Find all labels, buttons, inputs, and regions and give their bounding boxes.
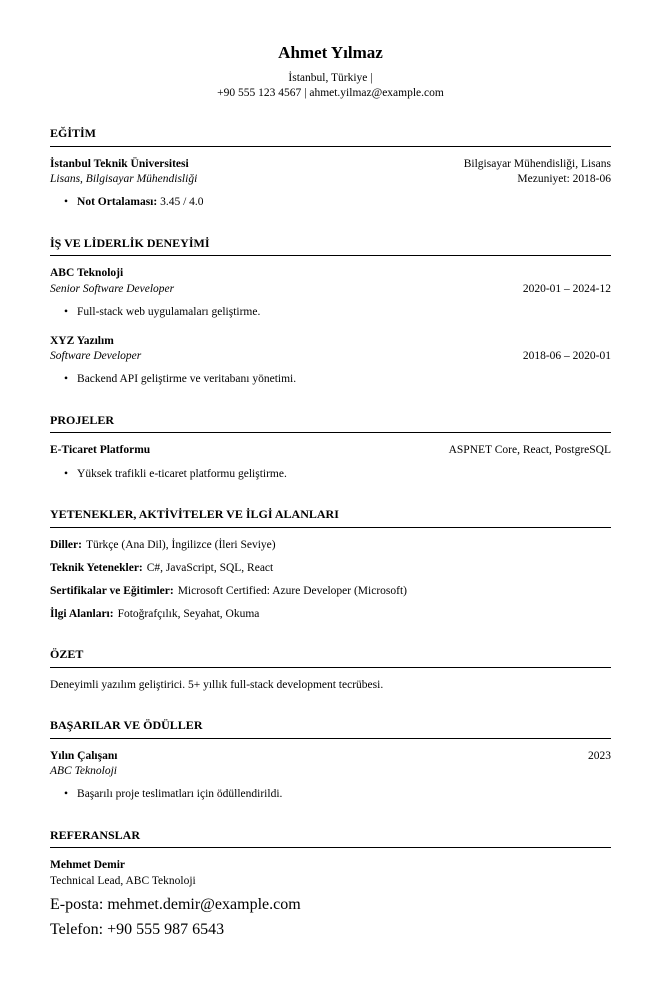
skills-value: Fotoğrafçılık, Seyahat, Okuma [117, 608, 260, 621]
summary-text: Deneyimli yazılım geliştirici. 5+ yıllık full-stack development tecrübesi. [50, 679, 384, 692]
skills-value: Türkçe (Ana Dil), İngilizce (İleri Seviye) [85, 538, 276, 551]
projects-section-title: PROJELER [50, 413, 611, 434]
location-line: İstanbul, Türkiye | [288, 72, 373, 85]
school-name: İstanbul Teknik Üniversitesi [50, 158, 189, 171]
award-bullet [64, 787, 611, 802]
section-awards [50, 718, 611, 802]
skills-section-title: YETENEKLER, AKTİVİTELER VE İLGİ ALANLARI [50, 507, 611, 528]
candidate-name: Ahmet Yılmaz [278, 43, 383, 62]
skills-value: C#, JavaScript, SQL, React [146, 561, 274, 574]
gpa-label: Not Ortalaması: [77, 196, 158, 209]
project-entry [50, 443, 611, 481]
section-experience [50, 236, 611, 388]
company-name: ABC Teknoloji [50, 267, 124, 280]
skills-label: İlgi Alanları: [50, 608, 114, 621]
reference-phone: Telefon: +90 555 987 6543 [50, 920, 225, 938]
job-dates: 2020-01 – 2024-12 [522, 282, 611, 295]
award-bullet-text: • Başarılı proje teslimatları için ödüllendirildi. [77, 788, 283, 801]
reference-entry [50, 858, 611, 942]
awards-section-title: BAŞARILAR VE ÖDÜLLER [50, 718, 611, 739]
job-title: Software Developer [50, 350, 142, 363]
project-bullet-text: • Yüksek trafikli e-ticaret platformu geliştirme. [77, 467, 287, 480]
reference-role: Technical Lead, ABC Teknoloji [50, 874, 196, 887]
job-entry [50, 266, 611, 320]
project-name: E-Ticaret Platformu [50, 444, 151, 457]
education-entry [50, 157, 611, 211]
section-education [50, 126, 611, 210]
skills-row-interests [50, 607, 611, 622]
contact-line: +90 555 123 4567 | ahmet.yilmaz@example.com [217, 87, 444, 100]
skills-label: Diller: [50, 538, 82, 551]
job-bullet [64, 372, 611, 387]
experience-section-title: İŞ VE LİDERLİK DENEYİMİ [50, 236, 611, 257]
award-org: ABC Teknoloji [50, 765, 117, 778]
skills-label: Sertifikalar ve Eğitimler: [50, 584, 174, 597]
project-bullet [64, 467, 611, 482]
project-tech: ASPNET Core, React, PostgreSQL [448, 444, 611, 457]
resume-header [50, 42, 611, 101]
skills-row-languages [50, 538, 611, 553]
job-bullet [64, 305, 611, 320]
skills-row-technical [50, 561, 611, 576]
reference-email: E-posta: mehmet.demir@example.com [50, 895, 301, 913]
skills-value: Microsoft Certified: Azure Developer (Microsoft) [177, 584, 407, 597]
job-bullet-text: • Full-stack web uygulamaları geliştirme. [77, 305, 261, 318]
education-section-title: EĞİTİM [50, 126, 611, 147]
skills-label: Teknik Yetenekler: [50, 561, 143, 574]
gpa-value: 3.45 / 4.0 [160, 196, 204, 209]
job-title: Senior Software Developer [50, 282, 175, 295]
award-entry [50, 749, 611, 803]
field-of-study: Bilgisayar Mühendisliği, Lisans [463, 158, 611, 171]
summary-section-title: ÖZET [50, 647, 611, 668]
education-left [50, 157, 197, 187]
gpa-bullet [64, 195, 611, 210]
section-skills [50, 507, 611, 623]
award-name: Yılın Çalışanı [50, 750, 118, 763]
graduation-date: Mezuniyet: 2018-06 [517, 173, 611, 186]
degree: Lisans, Bilgisayar Mühendisliği [50, 173, 198, 186]
job-bullet-text: • Backend API geliştirme ve veritabanı yönetimi. [77, 373, 297, 386]
job-entry [50, 334, 611, 388]
section-projects [50, 413, 611, 482]
section-references [50, 828, 611, 943]
section-summary [50, 647, 611, 693]
award-year: 2023 [588, 750, 611, 763]
skills-row-certifications [50, 584, 611, 599]
reference-name: Mehmet Demir [50, 859, 126, 872]
references-section-title: REFERANSLAR [50, 828, 611, 849]
company-name: XYZ Yazılım [50, 335, 114, 347]
job-dates: 2018-06 – 2020-01 [522, 350, 611, 363]
education-right [464, 157, 611, 187]
